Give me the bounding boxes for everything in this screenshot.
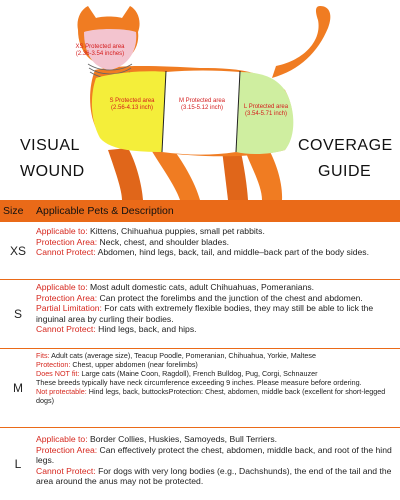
zone-label-m [168,98,236,112]
line-text: Border Collies, Huskies, Samoyeds, Bull Terriers. [87,434,278,444]
line-label: Protection: [36,360,71,369]
description-cell-s [36,281,400,347]
line [36,324,394,335]
zone-label-l [240,104,292,118]
description-cell-xs [36,224,400,278]
size-cell-xs: XS [9,244,26,258]
hero-word-guide: GUIDE [318,163,372,180]
line-text: Kittens, Chihuahua puppies, small pet rabbits. [87,226,265,236]
line-text: Abdomen, hind legs, back, tail, and middle–back part of the body sides. [95,247,369,258]
header-description: Applicable Pets & Description [36,205,174,217]
coverage-illustration [0,0,400,200]
line-text: Can effectively protect the chest, abdomen, middle back, and root of the hind legs. [36,444,392,466]
line-text: Hind legs, back, and hips. [95,324,197,335]
line [36,387,394,405]
line [36,445,394,466]
line-label: Protection Area: [36,292,98,303]
line-label: Not protectable: [36,387,87,396]
table-row-l [0,429,400,499]
table-header [0,200,400,222]
line-label: Does NOT fit: [36,369,80,378]
line [36,303,394,324]
line-label: Applicable to: [36,434,88,444]
line-text: Adult cats (average size), Teacup Poodle, Pomeranian, Chihuahua, Yorkie, Maltese [49,351,316,360]
zone-m-name: M Protected area [178,98,226,104]
zone-s-name: S Protected area [109,98,155,104]
line-label: Fits: [36,351,50,360]
line [36,360,394,369]
table-row-xs [0,224,400,278]
line-text: Large cats (Maine Coon, Ragdoll), French Bulldog, Pug, Corgi, Schnauzer [79,369,318,378]
line [36,237,394,248]
hero-word-coverage: COVERAGE [298,137,393,154]
row-separator [0,427,400,428]
zone-l-range: (3.54-5.71 inch) [244,111,288,117]
line-text: Hind legs, back, buttocksProtection: Chest, abdomen, middle back (excellent for short-legged dogs) [36,387,386,405]
line-text: These breeds typically have neck circumference exceeding 9 inches. Please measure before ordering. [36,378,362,387]
line-text: Can protect the forelimbs and the junction of the chest and abdomen. [97,292,363,303]
row-separator [0,279,400,280]
line-text: Most adult domestic cats, adult Chihuahuas, Pomeranians. [87,282,315,292]
zone-m-range: (3.15-5.12 inch) [180,105,224,111]
line [36,293,394,304]
line-label: Applicable to: [36,226,88,236]
line-text: For cats with extremely flexible bodies, they may still be able to lick the inguinal area by curling their bodies. [36,303,374,324]
zone-s-range: (2.56-4.13 inch) [110,105,154,111]
hero-word-visual: VISUAL [20,137,80,154]
zone-label-xs [66,44,134,58]
line [36,282,394,293]
line-label: Cannot Protect: [36,324,96,335]
line-text: Chest, upper abdomen (near forelimbs) [70,360,198,369]
line-label: Cannot Protect: [36,247,96,258]
cat-front-leg-left [108,148,143,200]
line [36,466,394,487]
cat-hind-leg-right [245,148,282,200]
line [36,247,394,258]
size-cell-l: L [14,457,22,471]
row-separator [0,348,400,349]
zone-m-shape [162,71,240,155]
line-text: For dogs with very long bodies (e.g., Dachshunds), the end of the tail and the area around the anus may not be protected. [36,465,392,487]
zone-label-s [100,98,164,112]
description-cell-m [36,350,400,426]
line-label: Protection Area: [36,444,98,455]
line [36,378,394,387]
line-label: Protection Area: [36,236,98,247]
size-cell-m: M [13,381,23,395]
size-table [0,200,400,500]
line [36,351,394,360]
cat-tail [272,6,330,78]
table-row-s [0,281,400,347]
line [36,226,394,237]
hero-word-wound: WOUND [20,163,85,180]
line [36,369,394,378]
line [36,434,394,445]
size-cell-s: S [13,307,22,321]
zone-l-name: L Protected area [243,104,289,110]
table-row-m [0,350,400,426]
description-cell-l [36,429,400,499]
zone-xs-name: XS Protected area [75,44,125,50]
line-label: Applicable to: [36,282,88,292]
line-label: Cannot Protect: [36,465,96,476]
line-label: Partial Limitation: [36,303,102,314]
line-text: Neck, chest, and shoulder blades. [97,236,230,247]
header-size: Size [3,205,24,217]
zone-xs-range: (2.36-3.54 inches) [75,51,125,57]
